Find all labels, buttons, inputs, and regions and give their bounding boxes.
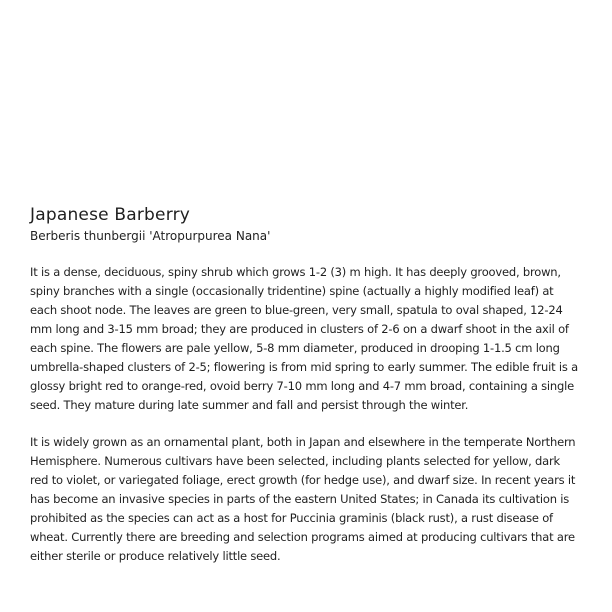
paragraph-cultivation: It is widely grown as an ornamental plant, both in Japan and elsewhere in the temperate Northern Hemisphere. Numerous cultivars have been selected, including plants selected for yellow, dark red to violet, or variegated foliage, erect growth (for hedge use), and dwarf size. In recent years it has become an invasive species in parts of the eastern United States; in Canada its cultivation is prohibited as the species can act as a host for Puccinia graminis (black rust), a rust disease of wheat. Currently there are breeding and selection programs aimed at producing cultivars that are either sterile or produce relatively little seed. bbox=[30, 435, 576, 563]
page-subtitle-botanical-name: Berberis thunbergii 'Atropurpurea Nana' bbox=[30, 229, 271, 243]
paragraph-description: It is a dense, deciduous, spiny shrub which grows 1-2 (3) m high. It has deeply grooved, brown, spiny branches with a single (occasionally tridentine) spine (actually a highly modified leaf) at each shoot node. The leaves are green to blue-green, very small, spatula to oval shaped, 12-24 mm long and 3-15 mm broad; they are produced in clusters of 2-6 on a dwarf shoot in the axil of each spine. The flowers are pale yellow, 5-8 mm diameter, produced in drooping 1-1.5 cm long umbrella-shaped clusters of 2-5; flowering is from mid spring to early summer. The edible fruit is a glossy bright red to orange-red, ovoid berry 7-10 mm long and 4-7 mm broad, containing a single seed. They mature during late summer and fall and persist through the winter. bbox=[30, 265, 578, 412]
article-body bbox=[30, 263, 582, 566]
page-title: Japanese Barberry bbox=[30, 205, 191, 225]
